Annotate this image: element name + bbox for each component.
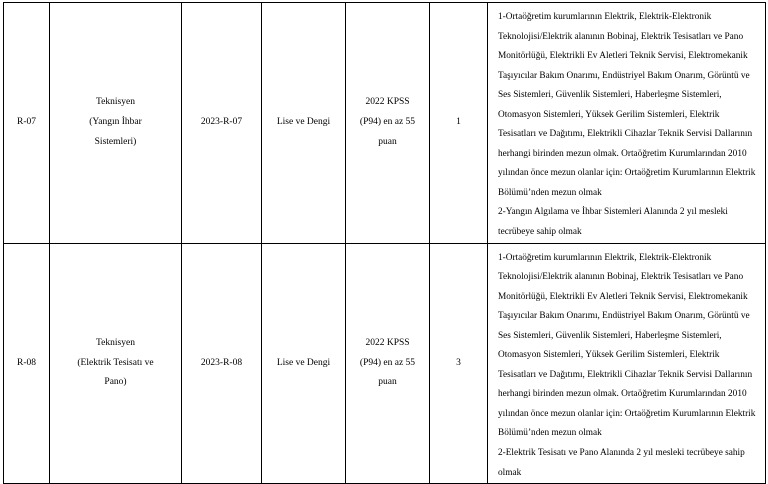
qualification-text-line: Monitörlüğü, Elektrikli Ev Aletleri Teknik Servisi, Elektromekanik [498,51,748,62]
qualification-text [488,243,766,484]
qualification-text-line: 2-Elektrik Tesisatı ve Pano Alanında 2 yıl mesleki tecrübeye sahip [498,448,745,459]
position-title-line: Pano) [104,377,127,388]
qualification-text-line: Ses Sistemleri, Güvenlik Sistemleri, Haberleşme Sistemleri, [498,330,722,341]
qualification-text-line: olmak [498,467,522,478]
position-title-line: (Yangın İhbar [89,116,142,127]
qualification-text-line: Otomasyon Sistemleri, Yüksek Gerilim Sistemleri, Elektrik [498,109,720,120]
kpss-requirement-line: 2022 KPSS [365,337,410,348]
qualification-text [488,3,766,244]
qualification-text-line: Taşıyıcılar Bakım Onarımı, Endüstriyel Bakım Onarım, Görüntü ve [498,70,750,81]
kpss-requirement [346,243,430,484]
qualification-text-line: Ses Sistemleri, Güvenlik Sistemleri, Haberleşme Sistemleri, [498,90,722,101]
table-row [4,243,766,484]
qualification-text-line: tecrübeye sahip olmak [498,227,582,238]
quota-count: 3 [430,243,488,484]
position-title [50,3,182,244]
kpss-requirement-line: 2022 KPSS [365,97,410,108]
table-row [4,3,766,244]
position-title [50,243,182,484]
kpss-requirement-line: (P94) en az 55 [359,357,416,368]
qualification-text-line: Teknolojisi/Elektrik alanının Bobinaj, Elektrik Tesisatları ve Pano [498,272,744,283]
position-title-line: Teknisyen [96,97,135,108]
qualification-text-line: 2-Yangın Algılama ve İhbar Sistemleri Alanında 2 yıl mesleki [498,207,728,218]
qualification-text-line: Bölümü’nden mezun olmak [498,428,602,439]
position-title-line: (Elektrik Tesisatı ve [77,357,154,368]
table-body [4,3,766,484]
post-code: 2023-R-07 [182,3,262,244]
qualification-text-line: yılından önce mezun olanlar için: Ortaöğretim Kurumlarının Elektrik [498,408,756,419]
qualification-text-line: Tesisatları ve Dağıtımı, Elektrikli Cihazlar Teknik Servisi Dallarının [498,129,753,140]
qualification-text-line: herhangi birinden mezun olmak. Ortaöğretim Kurumlarından 2010 [498,148,747,159]
qualification-text-line: yılından önce mezun olanlar için: Ortaöğretim Kurumlarının Elektrik [498,168,756,179]
education-level: Lise ve Dengi [262,243,346,484]
qualification-text-line: Otomasyon Sistemleri, Yüksek Gerilim Sistemleri, Elektrik [498,350,720,361]
kpss-requirement [346,3,430,244]
kpss-requirement-line: (P94) en az 55 [359,116,416,127]
position-title-line: Sistemleri) [94,136,137,147]
quota-count: 1 [430,3,488,244]
position-code: R-08 [4,243,50,484]
qualification-text-line: Monitörlüğü, Elektrikli Ev Aletleri Teknik Servisi, Elektromekanik [498,291,748,302]
qualification-text-line: herhangi birinden mezun olmak. Ortaöğretim Kurumlarından 2010 [498,389,747,400]
position-code: R-07 [4,3,50,244]
qualification-text-line: Bölümü’nden mezun olmak [498,187,602,198]
qualification-text-line: Tesisatları ve Dağıtımı, Elektrikli Cihazlar Teknik Servisi Dallarının [498,369,753,380]
qualification-text-line: Taşıyıcılar Bakım Onarımı, Endüstriyel Bakım Onarım, Görüntü ve [498,311,750,322]
position-title-line: Teknisyen [96,337,135,348]
qualification-text-line: 1-Ortaöğretim kurumlarının Elektrik, Elektrik-Elektronik [498,12,712,22]
qualification-text-line: Teknolojisi/Elektrik alanının Bobinaj, Elektrik Tesisatları ve Pano [498,31,744,42]
kpss-requirement-line: puan [378,377,397,388]
post-code: 2023-R-08 [182,243,262,484]
qualification-text-line: 1-Ortaöğretim kurumlarının Elektrik, Elektrik-Elektronik [498,252,712,263]
positions-table [3,2,766,484]
kpss-requirement-line: puan [378,136,397,147]
education-level: Lise ve Dengi [262,3,346,244]
